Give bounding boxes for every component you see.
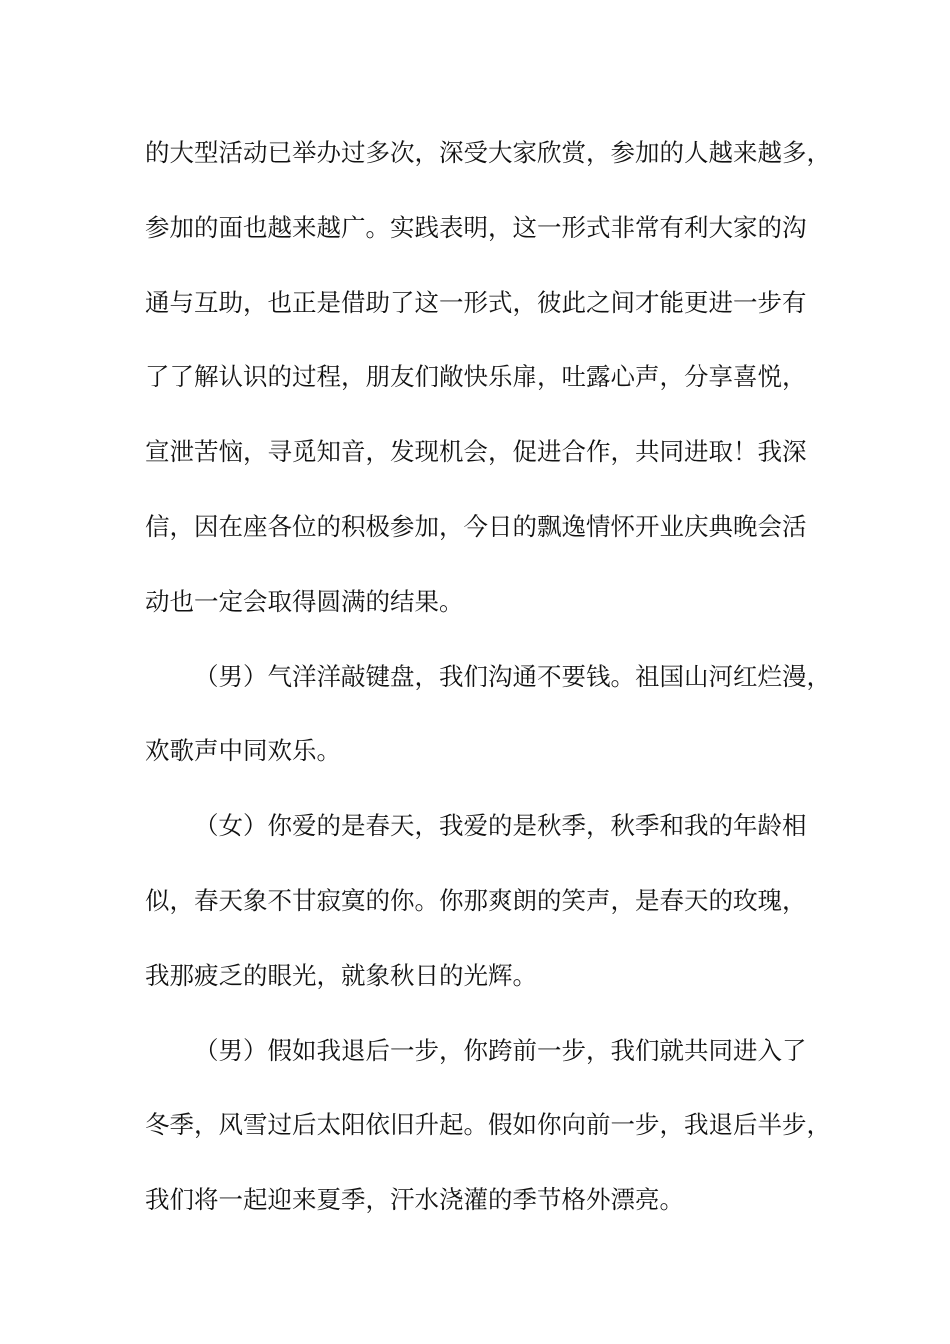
- text-line: 似，春天象不甘寂寞的你。你那爽朗的笑声，是春天的玫瑰，: [145, 885, 807, 915]
- text-line: 参加的面也越来越广。实践表明，这一形式非常有利大家的沟: [145, 212, 807, 242]
- paragraph-start-line: （男）气洋洋敲键盘，我们沟通不要钱。祖国山河红烂漫，: [194, 661, 831, 691]
- text-line: 了了解认识的过程，朋友们敞快乐扉，吐露心声，分享喜悦，: [145, 362, 807, 392]
- document-body: [145, 127, 831, 1249]
- text-line: 我们将一起迎来夏季，汗水浇灌的季节格外漂亮。: [145, 1185, 684, 1215]
- paragraph-start-line: （男）假如我退后一步，你跨前一步，我们就共同进入了: [194, 1035, 807, 1065]
- text-line: 欢歌声中同欢乐。: [145, 736, 341, 766]
- text-line: 动也一定会取得圆满的结果。: [145, 586, 464, 616]
- text-line: 通与互助，也正是借助了这一形式，彼此之间才能更进一步有: [145, 287, 807, 317]
- text-line: 我那疲乏的眼光，就象秋日的光辉。: [145, 960, 537, 990]
- text-line: 冬季，风雪过后太阳依旧升起。假如你向前一步，我退后半步，: [145, 1110, 831, 1140]
- text-line: 信，因在座各位的积极参加，今日的飘逸情怀开业庆典晚会活: [145, 511, 807, 541]
- text-line: 宣泄苦恼，寻觅知音，发现机会，促进合作，共同进取！我深: [145, 437, 807, 467]
- paragraph-start-line: （女）你爱的是春天，我爱的是秋季，秋季和我的年龄相: [194, 811, 807, 841]
- text-line: 的大型活动已举办过多次，深受大家欣赏，参加的人越来越多，: [145, 138, 831, 167]
